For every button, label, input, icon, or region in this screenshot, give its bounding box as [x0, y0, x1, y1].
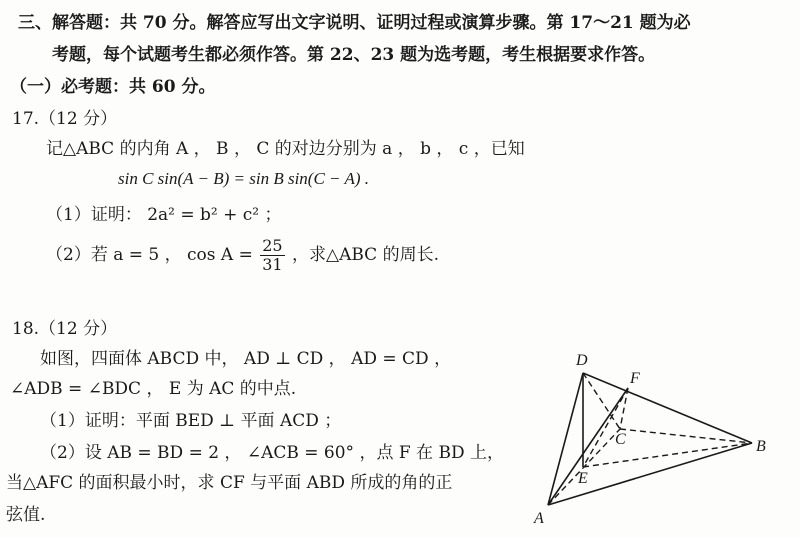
label-C: C [615, 431, 626, 448]
part2-suffix: ，求△ABC 的周长. [292, 245, 439, 265]
question-17-part1: （1）证明： 2a² = b² + c² ； [46, 205, 282, 225]
section-heading-line2: 考题，每个试题考生都必须作答。第 22、23 题为选考题，考生根据要求作答。 [52, 45, 656, 65]
question-17-part2 [46, 232, 439, 278]
fraction-numerator: 25 [262, 236, 283, 255]
edge-CB [620, 429, 752, 443]
fraction-denominator: 31 [262, 255, 283, 274]
label-D: D [576, 352, 588, 369]
edge-DB [583, 373, 752, 443]
label-F: F [630, 370, 640, 387]
question-18-part2: （2）设 AB = BD = 2 ， ∠ACB = 60° ，点 F 在 BD 上， [40, 443, 504, 463]
tetrahedron-figure [520, 345, 790, 535]
label-A: A [534, 510, 544, 527]
section-heading-line1: 三、解答题：共 70 分。解答应写出文字说明、证明过程或演算步骤。第 17～21 题为必 [18, 13, 691, 33]
edge-EB [583, 443, 752, 467]
question-17-equation: sin C sin(A − B) = sin B sin(C − A) . [118, 169, 370, 188]
subsection-heading: （一）必考题：共 60 分。 [10, 77, 216, 97]
label-B: B [756, 438, 766, 455]
question-18-number: 18.（12 分） [12, 319, 118, 339]
question-18-line2: ∠ADB = ∠BDC ， E 为 AC 的中点. [10, 379, 297, 399]
question-18-line6: 弦值. [6, 505, 46, 525]
cos-fraction [260, 237, 284, 274]
question-18-line5: 当△AFC 的面积最小时，求 CF 与平面 ABD 所成的角的正 [6, 473, 453, 493]
edge-FE [583, 388, 628, 467]
label-E: E [578, 470, 588, 487]
part2-prefix: （2）若 a = 5 ， cos A = [46, 245, 253, 265]
question-18-part1: （1）证明：平面 BED ⊥ 平面 ACD ； [40, 411, 342, 431]
question-18-line1: 如图，四面体 ABCD 中， AD ⊥ CD ， AD = CD ， [40, 349, 452, 369]
question-17-stem: 记△ABC 的内角 A ， B ， C 的对边分别为 a ， b ， c ，已知 [46, 139, 525, 159]
question-17-number: 17.（12 分） [12, 109, 118, 129]
